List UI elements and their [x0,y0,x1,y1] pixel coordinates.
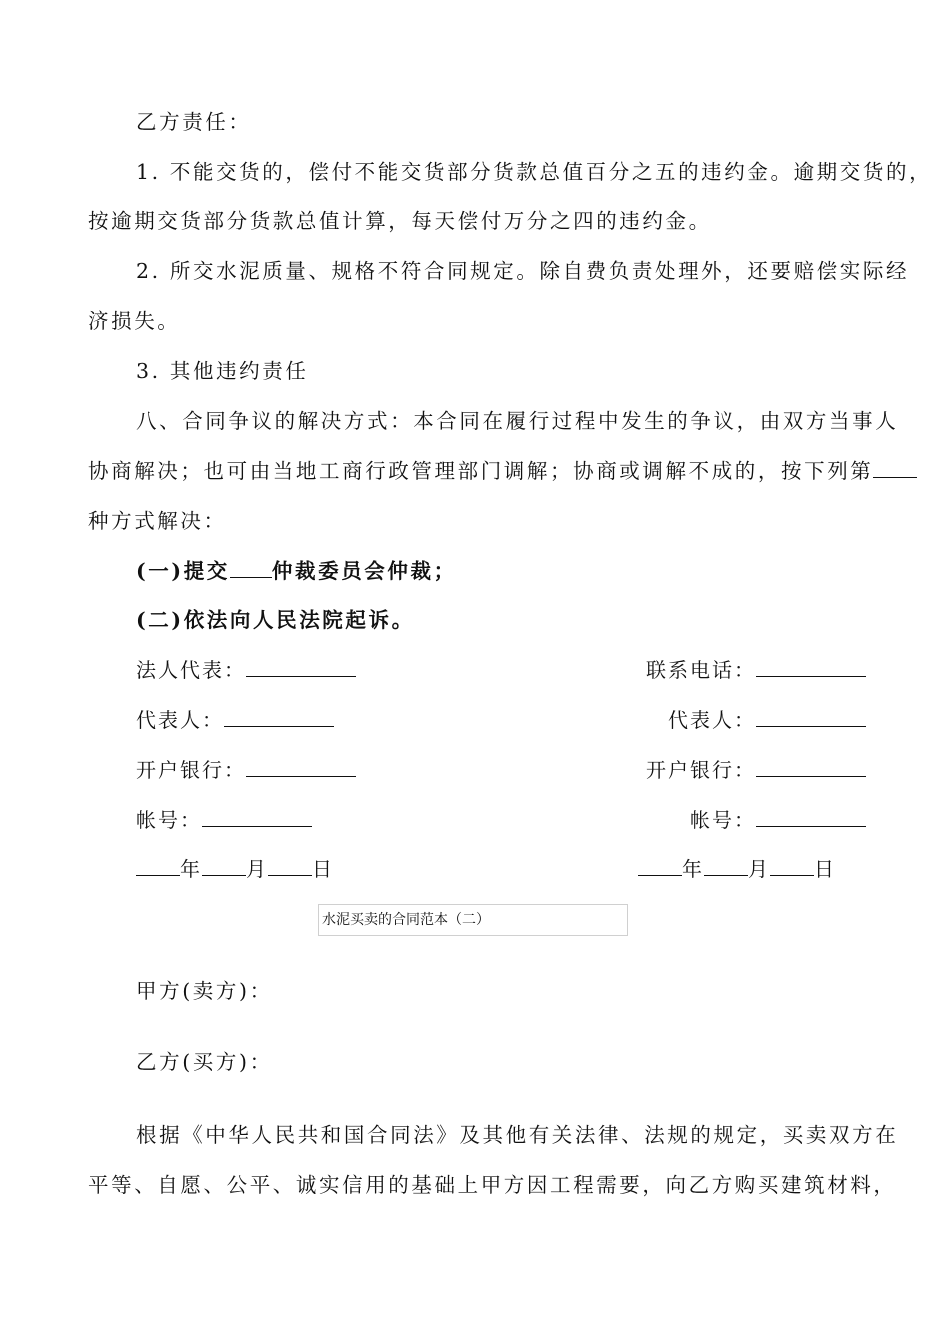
month-blank-left [202,855,246,876]
legal-rep-field [136,655,356,685]
rep-right-label: 代表人： [668,708,756,732]
legal-rep-label: 法人代表： [136,658,246,682]
dispute-line2-text: 协商解决；也可由当地工商行政管理部门调解；协商或调解不成的，按下列第 [88,459,874,483]
paragraph-clause-1-line1: 1. 不能交货的，偿付不能交货部分货款总值百分之五的违约金。逾期交货的， [136,160,933,184]
paragraph-dispute-line3: 种方式解决： [88,509,227,533]
phone-blank [756,656,866,677]
bank-right-field [646,755,866,785]
year-label-left: 年 [180,857,202,881]
rep-right-field [668,705,866,735]
option-1-suffix: 仲裁委员会仲裁； [271,559,457,583]
paragraph-clause-2-line1: 2. 所交水泥质量、规格不符合同规定。除自费负责处理外，还要赔偿实际经 [136,259,910,283]
blank-arbitration-commission [230,557,272,578]
date-left [136,854,334,884]
month-label-right: 月 [748,857,770,881]
paragraph-clause-3: 3. 其他违约责任 [136,359,309,383]
party-b-line: 乙方(买方)： [136,1050,273,1074]
bank-right-label: 开户银行： [646,758,756,782]
rep-left-field [136,705,334,735]
blank-option-number [873,457,917,478]
legal-rep-blank [246,656,356,677]
account-left-label: 帐号： [136,808,202,832]
party-a-line: 甲方(卖方)： [136,979,273,1003]
paragraph-dispute-line1: 八、合同争议的解决方式：本合同在履行过程中发生的争议，由双方当事人 [136,409,899,433]
paragraph-dispute-line2 [88,456,874,486]
rep-right-blank [756,706,866,727]
year-blank-left [136,855,180,876]
year-blank-right [638,855,682,876]
phone-field [646,655,866,685]
month-blank-right [704,855,748,876]
day-blank-right [770,855,814,876]
rep-left-label: 代表人： [136,708,224,732]
day-label-left: 日 [312,857,334,881]
bank-left-blank [246,756,356,777]
day-label-right: 日 [814,857,836,881]
paragraph-clause-1-line2: 按逾期交货部分货款总值计算，每天偿付万分之四的违约金。 [88,209,712,233]
section-title: 水泥买卖的合同范本（二） [318,904,628,936]
intro-line1: 根据《中华人民共和国合同法》及其他有关法律、法规的规定，买卖双方在 [136,1123,899,1147]
paragraph-party-b-responsibility: 乙方责任： [136,110,252,134]
bank-left-label: 开户银行： [136,758,246,782]
date-right [638,854,836,884]
bank-left-field [136,755,356,785]
paragraph-option-2: (二)依法向人民法院起诉。 [136,608,415,632]
rep-left-blank [224,706,334,727]
month-label-left: 月 [246,857,268,881]
bank-right-blank [756,756,866,777]
day-blank-left [268,855,312,876]
option-1-prefix: (一)提交 [136,559,230,583]
account-left-field [136,805,312,835]
account-right-field [690,805,866,835]
account-left-blank [202,806,312,827]
year-label-right: 年 [682,857,704,881]
intro-line2: 平等、自愿、公平、诚实信用的基础上甲方因工程需要，向乙方购买建筑材料， [88,1173,897,1197]
account-right-blank [756,806,866,827]
account-right-label: 帐号： [690,808,756,832]
paragraph-option-1 [136,556,926,586]
phone-label: 联系电话： [646,658,756,682]
paragraph-clause-2-line2: 济损失。 [88,309,181,333]
